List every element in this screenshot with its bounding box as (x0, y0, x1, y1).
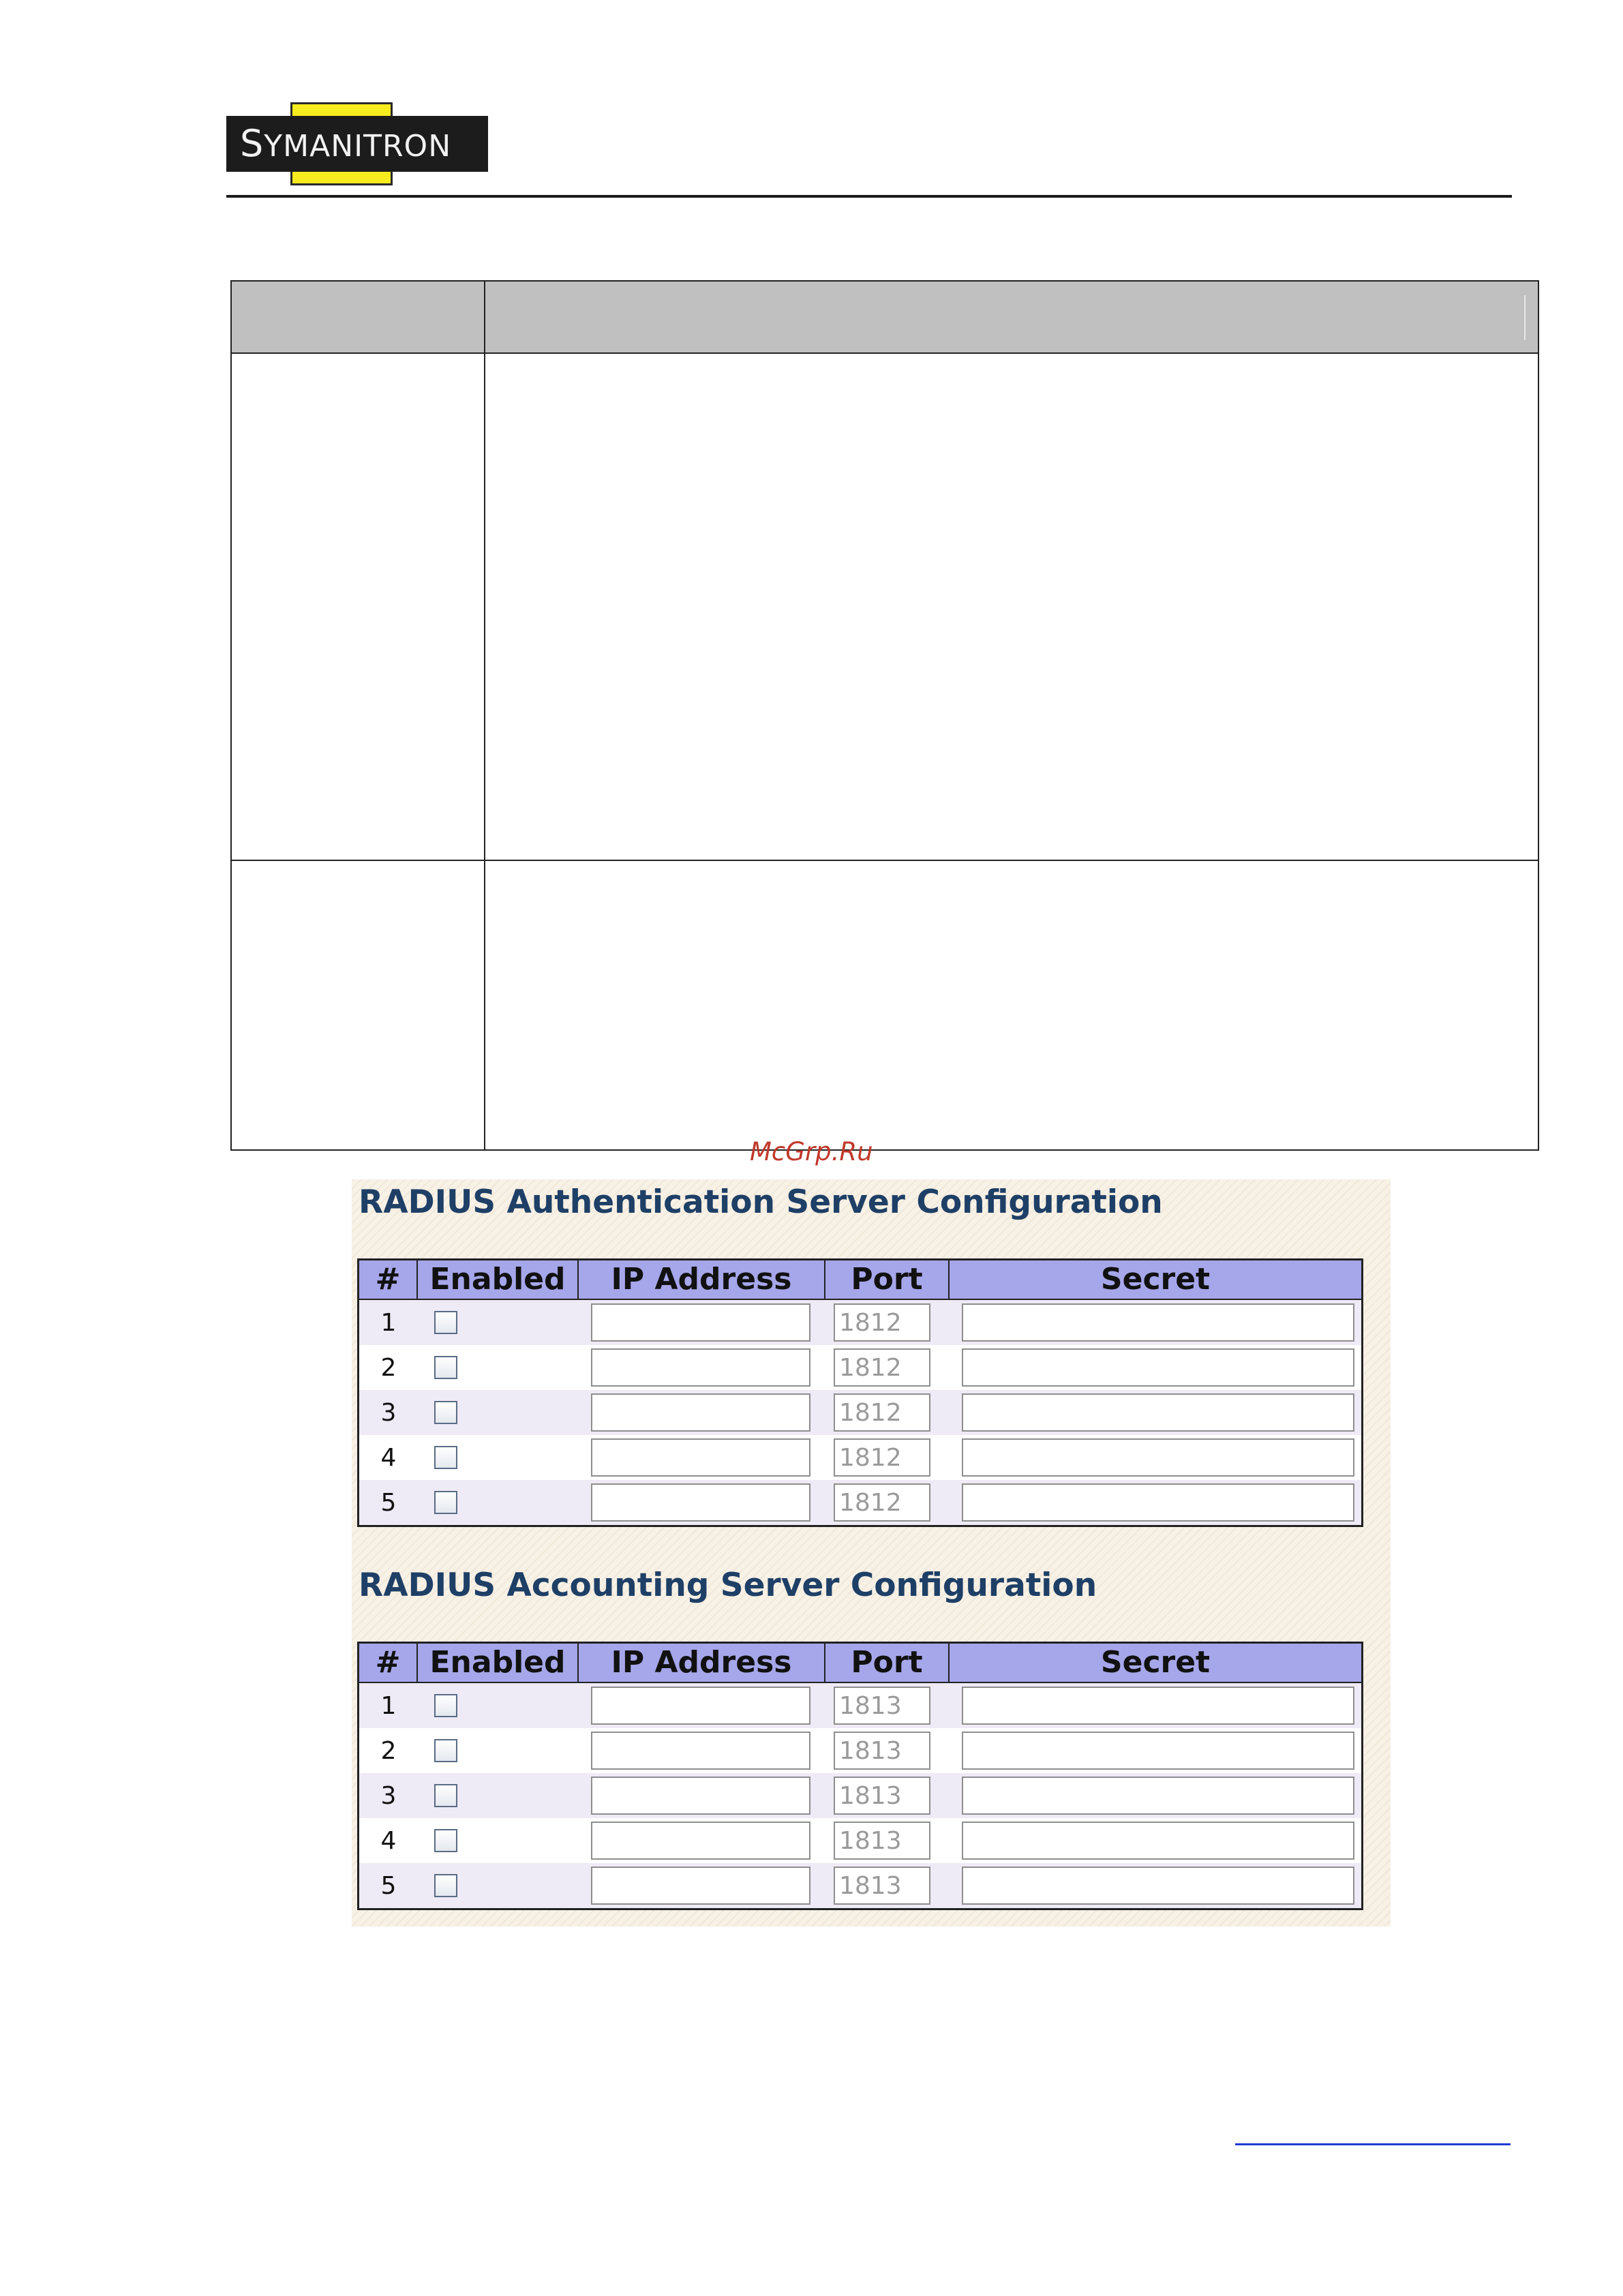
acct-section-title: RADIUS Accounting Server Configuration (359, 1567, 1097, 1604)
port-input[interactable] (834, 1777, 930, 1815)
ip-address-input[interactable] (591, 1483, 810, 1522)
ip-cell (579, 1483, 825, 1522)
enabled-checkbox[interactable] (434, 1311, 457, 1334)
row-index: 1 (380, 1308, 397, 1337)
port-cell (825, 1732, 950, 1770)
auth-server-row (359, 1300, 1361, 1345)
port-cell (825, 1348, 950, 1387)
header-divider-mark (1524, 295, 1526, 340)
port-cell (825, 1393, 950, 1432)
secret-input[interactable] (962, 1777, 1354, 1815)
secret-cell (950, 1732, 1361, 1770)
auth-server-table (357, 1258, 1363, 1527)
secret-cell (950, 1393, 1361, 1432)
row-index: 3 (380, 1398, 397, 1427)
col-header-enabled: Enabled (418, 1260, 579, 1299)
enabled-cell (418, 1694, 579, 1717)
ip-address-input[interactable] (591, 1687, 810, 1725)
acct-server-row (359, 1728, 1361, 1773)
row-index: 2 (380, 1353, 397, 1382)
col-header-ip-address: IP Address (579, 1260, 825, 1299)
port-input[interactable] (834, 1393, 930, 1432)
table-row-divider (232, 860, 1538, 861)
ip-cell (579, 1393, 825, 1432)
port-cell (825, 1822, 950, 1860)
ip-cell (579, 1822, 825, 1860)
secret-cell (950, 1777, 1361, 1815)
enabled-checkbox[interactable] (434, 1356, 457, 1379)
ip-cell (579, 1348, 825, 1387)
secret-cell (950, 1348, 1361, 1387)
col-header-secret: Secret (1100, 1262, 1211, 1297)
ip-cell (579, 1303, 825, 1342)
acct-server-row (359, 1683, 1361, 1728)
port-cell (825, 1438, 950, 1477)
enabled-cell (418, 1491, 579, 1514)
row-index: 2 (380, 1736, 397, 1765)
secret-input[interactable] (962, 1438, 1354, 1477)
secret-cell (950, 1483, 1361, 1522)
col-header-index: # (359, 1644, 418, 1682)
ip-address-input[interactable] (591, 1393, 810, 1432)
ip-cell (579, 1732, 825, 1770)
row-index: 1 (380, 1691, 397, 1720)
description-table (230, 280, 1539, 1151)
enabled-checkbox[interactable] (434, 1784, 457, 1807)
acct-server-table (357, 1642, 1363, 1910)
col-header-secret: Secret (1100, 1645, 1211, 1680)
port-cell (825, 1777, 950, 1815)
port-input[interactable] (834, 1822, 930, 1860)
ip-cell (579, 1687, 825, 1725)
port-cell (825, 1483, 950, 1522)
enabled-cell (418, 1446, 579, 1469)
auth-server-row (359, 1345, 1361, 1390)
secret-input[interactable] (962, 1732, 1354, 1770)
secret-input[interactable] (962, 1393, 1354, 1432)
port-input[interactable] (834, 1303, 930, 1342)
port-cell (825, 1867, 950, 1905)
enabled-cell (418, 1829, 579, 1852)
secret-cell (950, 1438, 1361, 1477)
enabled-cell (418, 1739, 579, 1762)
symanitron-logo (226, 102, 488, 185)
port-input[interactable] (834, 1348, 930, 1387)
enabled-checkbox[interactable] (434, 1829, 457, 1852)
enabled-cell (418, 1356, 579, 1379)
enabled-checkbox[interactable] (434, 1446, 457, 1469)
auth-section-title: RADIUS Authentication Server Configuration (359, 1183, 1163, 1221)
port-input[interactable] (834, 1438, 930, 1477)
ip-address-input[interactable] (591, 1732, 810, 1770)
description-table-header (232, 282, 1538, 354)
secret-cell (950, 1822, 1361, 1860)
secret-input[interactable] (962, 1867, 1354, 1905)
header-rule (226, 195, 1512, 198)
auth-table-header (359, 1260, 1361, 1300)
row-index: 5 (380, 1488, 397, 1517)
row-index: 3 (380, 1781, 397, 1810)
ip-cell (579, 1438, 825, 1477)
secret-input[interactable] (962, 1822, 1354, 1860)
row-index: 4 (380, 1443, 397, 1472)
secret-cell (950, 1687, 1361, 1725)
table-column-divider (484, 282, 485, 1149)
secret-input[interactable] (962, 1303, 1354, 1342)
auth-server-row (359, 1480, 1361, 1525)
col-header-ip-address: IP Address (579, 1644, 825, 1682)
ip-cell (579, 1867, 825, 1905)
logo-text: SYMANITRON (240, 122, 452, 165)
secret-cell (950, 1303, 1361, 1342)
enabled-cell (418, 1784, 579, 1807)
port-input[interactable] (834, 1687, 930, 1725)
auth-server-row (359, 1390, 1361, 1435)
ip-address-input[interactable] (591, 1867, 810, 1905)
enabled-cell (418, 1401, 579, 1424)
ip-address-input[interactable] (591, 1348, 810, 1387)
col-header-index: # (359, 1260, 418, 1299)
footer-link[interactable] (1235, 2143, 1511, 2145)
enabled-checkbox[interactable] (434, 1739, 457, 1762)
port-cell (825, 1303, 950, 1342)
watermark: McGrp.Ru (750, 1137, 873, 1166)
port-input[interactable] (834, 1483, 930, 1522)
enabled-checkbox[interactable] (434, 1491, 457, 1514)
row-index: 5 (380, 1871, 397, 1900)
enabled-checkbox[interactable] (434, 1874, 457, 1897)
acct-table-header (359, 1644, 1361, 1683)
col-header-port: Port (825, 1644, 950, 1682)
port-cell (825, 1687, 950, 1725)
acct-server-row (359, 1773, 1361, 1818)
auth-server-row (359, 1435, 1361, 1480)
col-header-port: Port (825, 1260, 950, 1299)
ip-cell (579, 1777, 825, 1815)
acct-server-row (359, 1863, 1361, 1908)
secret-input[interactable] (962, 1483, 1354, 1522)
enabled-checkbox[interactable] (434, 1694, 457, 1717)
ip-address-input[interactable] (591, 1822, 810, 1860)
secret-input[interactable] (962, 1687, 1354, 1725)
ip-address-input[interactable] (591, 1438, 810, 1477)
secret-cell (950, 1867, 1361, 1905)
enabled-cell (418, 1311, 579, 1334)
secret-input[interactable] (962, 1348, 1354, 1387)
enabled-cell (418, 1874, 579, 1897)
port-input[interactable] (834, 1867, 930, 1905)
ip-address-input[interactable] (591, 1303, 810, 1342)
col-header-enabled: Enabled (418, 1644, 579, 1682)
row-index: 4 (380, 1826, 397, 1855)
acct-server-row (359, 1818, 1361, 1863)
port-input[interactable] (834, 1732, 930, 1770)
enabled-checkbox[interactable] (434, 1401, 457, 1424)
ip-address-input[interactable] (591, 1777, 810, 1815)
